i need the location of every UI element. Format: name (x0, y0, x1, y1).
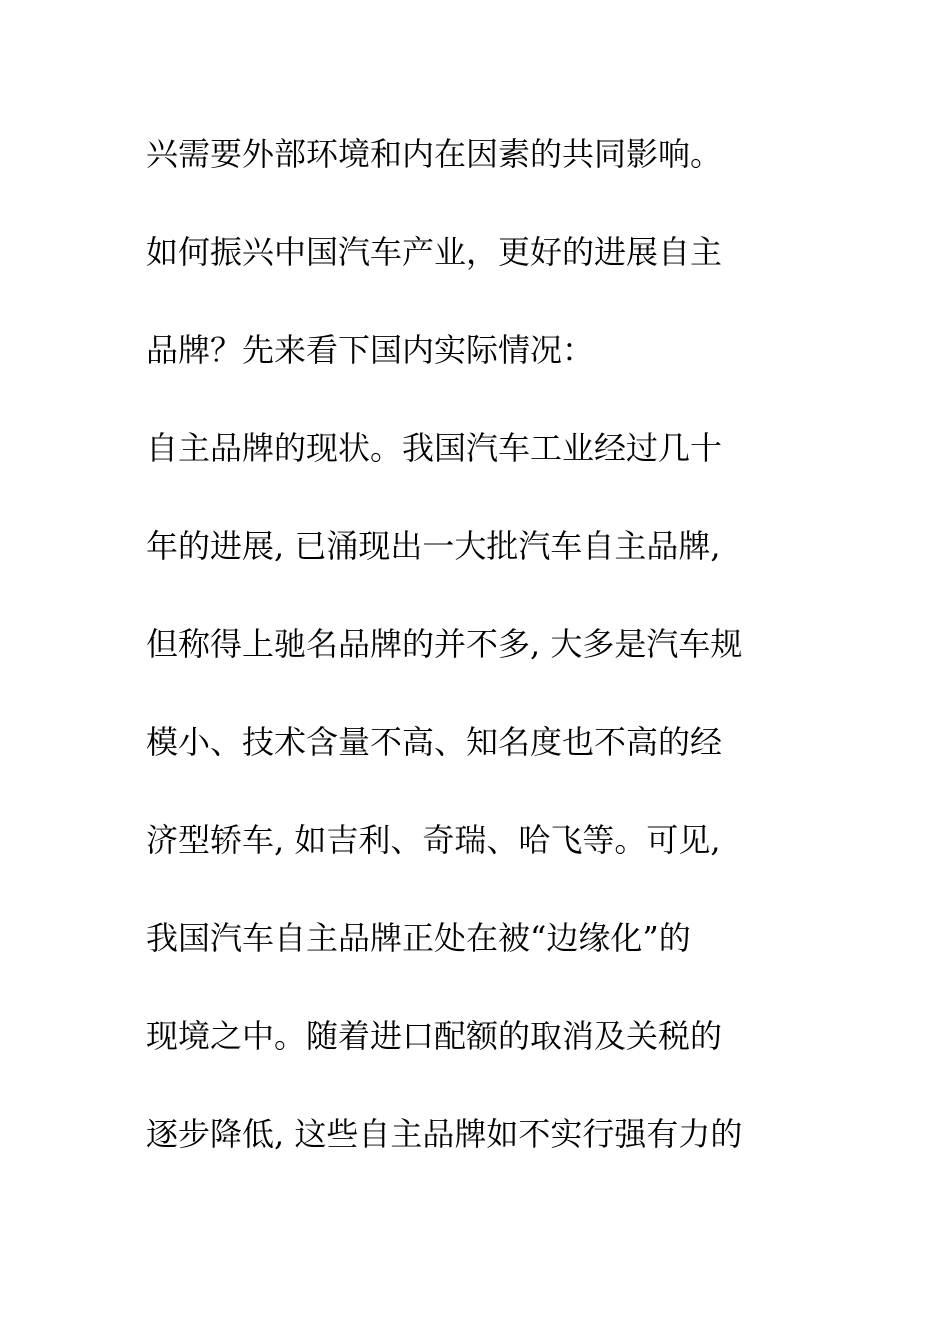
text-line: 但称得上驰名品牌的并不多, 大多是汽车规 (146, 625, 743, 663)
text-line: 现境之中。随着进口配额的取消及关税的 (146, 1017, 723, 1055)
text-line: 品牌？先来看下国内实际情况： (146, 331, 595, 369)
body-text (146, 124, 806, 1202)
text-line: 济型轿车, 如吉利、奇瑞、哈飞等。可见, (146, 821, 721, 859)
text-line: 年的进展, 已涌现出一大批汽车自主品牌, (146, 527, 721, 565)
text-line: 如何振兴中国汽车产业，更好的进展自主 (146, 233, 723, 271)
text-line: 模小、技术含量不高、知名度也不高的经 (146, 723, 723, 761)
text-line: 自主品牌的现状。我国汽车工业经过几十 (146, 429, 723, 467)
text-line: 兴需要外部环境和内在因素的共同影响。 (146, 135, 723, 173)
text-line: 逐步降低, 这些自主品牌如不实行强有力的 (146, 1115, 743, 1153)
text-line: 我国汽车自主品牌正处在被“边缘化”的 (146, 919, 691, 957)
